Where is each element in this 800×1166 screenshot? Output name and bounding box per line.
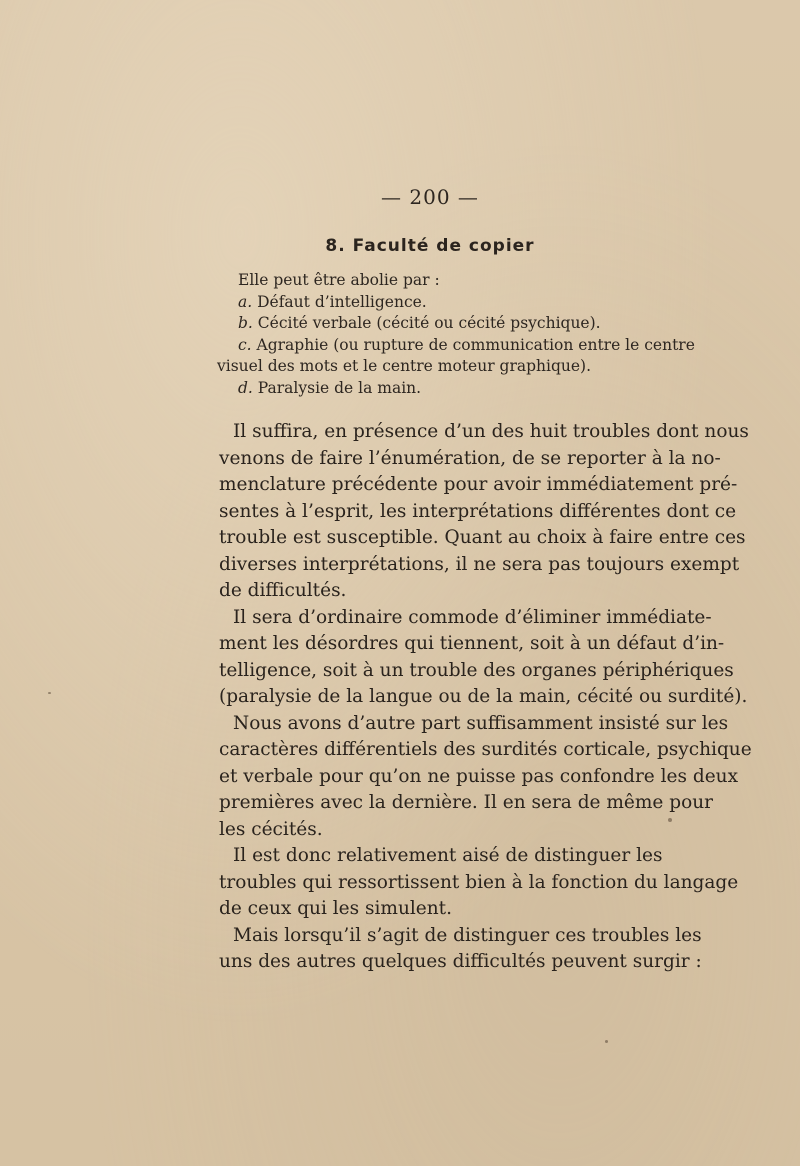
list-item-text: Agraphie (ou rupture de communication entre le centre bbox=[251, 335, 695, 354]
paragraph bbox=[219, 711, 752, 844]
paper-speck bbox=[605, 1040, 608, 1043]
list-item bbox=[220, 378, 660, 400]
list-item-letter: a. bbox=[238, 292, 253, 311]
text-line: Mais lorsqu’il s’agit de distinguer ces troubles les bbox=[233, 924, 702, 946]
list-item-text: Cécité verbale (cécité ou cécité psychique). bbox=[252, 314, 601, 332]
body-text bbox=[219, 419, 752, 976]
text-line: Il est donc relativement aisé de distinguer les bbox=[233, 845, 663, 866]
text-line: menclature précédente pour avoir immédiatement pré- bbox=[219, 474, 738, 495]
text-line: (paralysie de la langue ou de la main, cécité ou surdité). bbox=[219, 686, 748, 707]
paragraph bbox=[219, 605, 748, 711]
text-line: de ceux qui les simulent. bbox=[219, 898, 452, 919]
text-line: Il sera d’ordinaire commode d’éliminer immédiate- bbox=[233, 606, 712, 628]
text-line: caractères différentiels des surdités corticale, psychique bbox=[219, 739, 752, 760]
paper-speck bbox=[48, 692, 51, 694]
section-title: 8. Faculté de copier bbox=[325, 236, 535, 256]
text-line: diverses interprétations, il ne sera pas toujours exempt bbox=[219, 553, 740, 575]
list-item bbox=[220, 292, 660, 314]
text-line: ment les désordres qui tiennent, soit à un défaut d’in- bbox=[219, 633, 725, 654]
text-line: Il suffira, en présence d’un des huit troubles dont nous bbox=[233, 421, 749, 442]
list-intro: Elle peut être abolie par : bbox=[238, 271, 440, 289]
paper-speck bbox=[452, 512, 454, 514]
paper-speck bbox=[668, 818, 672, 822]
list-item bbox=[220, 335, 695, 357]
page-number: — 200 — bbox=[381, 185, 479, 209]
cause-list bbox=[217, 270, 695, 399]
list-item-text: Défaut d’intelligence. bbox=[252, 292, 427, 311]
list-item-continuation bbox=[217, 356, 660, 378]
list-item bbox=[220, 313, 660, 335]
list-item-text: Paralysie de la main. bbox=[252, 378, 422, 397]
list-item-letter: c. bbox=[238, 335, 252, 354]
paragraph bbox=[219, 419, 749, 605]
list-item-text: visuel des mots et le centre moteur graphique). bbox=[217, 357, 592, 375]
text-line: trouble est susceptible. Quant au choix à faire entre ces bbox=[219, 527, 746, 548]
text-line: uns des autres quelques difficultés peuvent surgir : bbox=[219, 951, 702, 972]
text-line: de difficultés. bbox=[219, 580, 347, 601]
text-line: Nous avons d’autre part suffisamment insisté sur les bbox=[233, 712, 729, 734]
list-item-letter: b. bbox=[238, 314, 253, 332]
text-line: sentes à l’esprit, les interprétations différentes dont ce bbox=[219, 500, 737, 522]
text-line: premières avec la dernière. Il en sera de même pour bbox=[219, 792, 713, 813]
paragraph bbox=[219, 923, 702, 976]
text-line: troubles qui ressortissent bien à la fonction du langage bbox=[219, 871, 739, 893]
text-line: venons de faire l’énumération, de se reporter à la no- bbox=[219, 447, 721, 469]
text-line: les cécités. bbox=[219, 818, 323, 840]
text-line: et verbale pour qu’on ne puisse pas confondre les deux bbox=[219, 765, 739, 787]
list-item-letter: d. bbox=[238, 378, 253, 397]
text-line: telligence, soit à un trouble des organes périphériques bbox=[219, 659, 734, 681]
paragraph bbox=[219, 843, 739, 923]
